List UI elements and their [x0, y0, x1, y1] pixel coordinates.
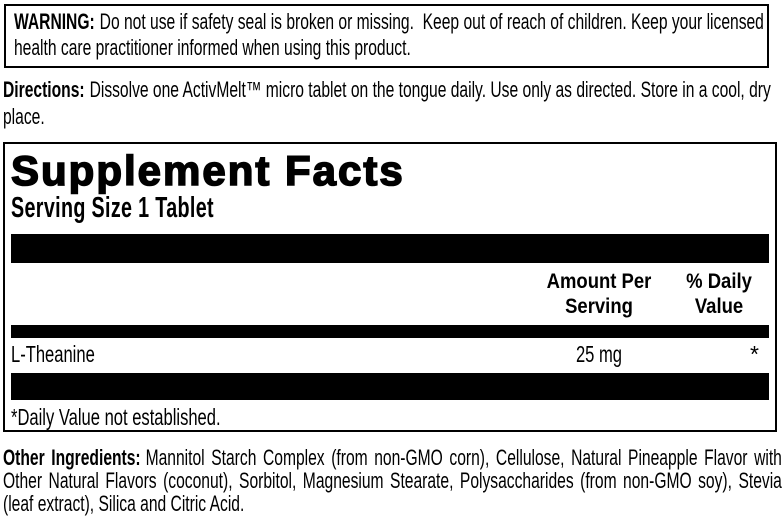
daily-value-footnote: *Daily Value not established. — [11, 404, 221, 430]
other-ingredients-line-1-text: Mannitol Starch Complex (from non-GMO corn), Cellulose, Natural Pineapple Flavor with — [145, 445, 782, 470]
column-header-daily-value: % Daily Value — [686, 270, 752, 318]
warning-label: WARNING: — [14, 9, 95, 34]
warning-text-block — [14, 9, 764, 61]
directions-text-block — [3, 76, 782, 130]
other-ingredients-text-block — [3, 446, 782, 515]
directions-line-1 — [3, 76, 782, 103]
directions-section — [3, 76, 782, 130]
footnote-row — [11, 404, 769, 430]
warning-line-2: health care practitioner informed when using this product. — [14, 35, 411, 60]
other-ingredients-label: Other Ingredients: — [3, 445, 141, 470]
separator-bar-top — [11, 234, 769, 263]
ingredient-row — [11, 341, 769, 367]
ingredient-name: L-Theanine — [11, 341, 95, 367]
ingredient-daily-value: * — [750, 341, 759, 367]
directions-line-2: place. — [3, 104, 45, 129]
other-ingredients-line-1 — [3, 446, 782, 469]
directions-line-1-text: Dissolve one ActivMelt™ micro tablet on the tongue daily. Use only as directed. Store in a cool, dry — [89, 77, 771, 102]
ingredient-daily-value-cell — [669, 341, 769, 367]
other-ingredients-line-2: Other Natural Flavors (coconut), Sorbitol, Magnesium Stearate, Polysaccharides (from non-GMO soy), Stevia — [3, 468, 782, 493]
other-ingredients-line-3: (leaf extract), Silica and Citric Acid. — [3, 491, 245, 516]
separator-bar-thin — [11, 325, 769, 338]
serving-size-row — [11, 194, 769, 222]
column-header-spacer — [11, 269, 529, 319]
supplement-facts-panel — [3, 142, 777, 432]
column-header-amount: Amount Per Serving — [546, 270, 652, 318]
ingredient-amount: 25 mg — [575, 341, 623, 367]
other-ingredients-section — [3, 446, 782, 515]
serving-size: Serving Size 1 Tablet — [11, 192, 214, 224]
supplement-facts-title: Supplement Facts — [11, 147, 405, 194]
warning-box — [4, 4, 769, 68]
column-header-row — [11, 269, 769, 319]
warning-line-1 — [14, 9, 764, 35]
separator-bar-bottom — [11, 373, 769, 400]
directions-label: Directions: — [3, 77, 85, 102]
ingredient-amount-cell — [529, 341, 669, 367]
warning-line-1-text: Do not use if safety seal is broken or missing. Keep out of reach of children. Keep your licensed — [99, 9, 764, 34]
ingredient-name-cell — [11, 341, 529, 367]
